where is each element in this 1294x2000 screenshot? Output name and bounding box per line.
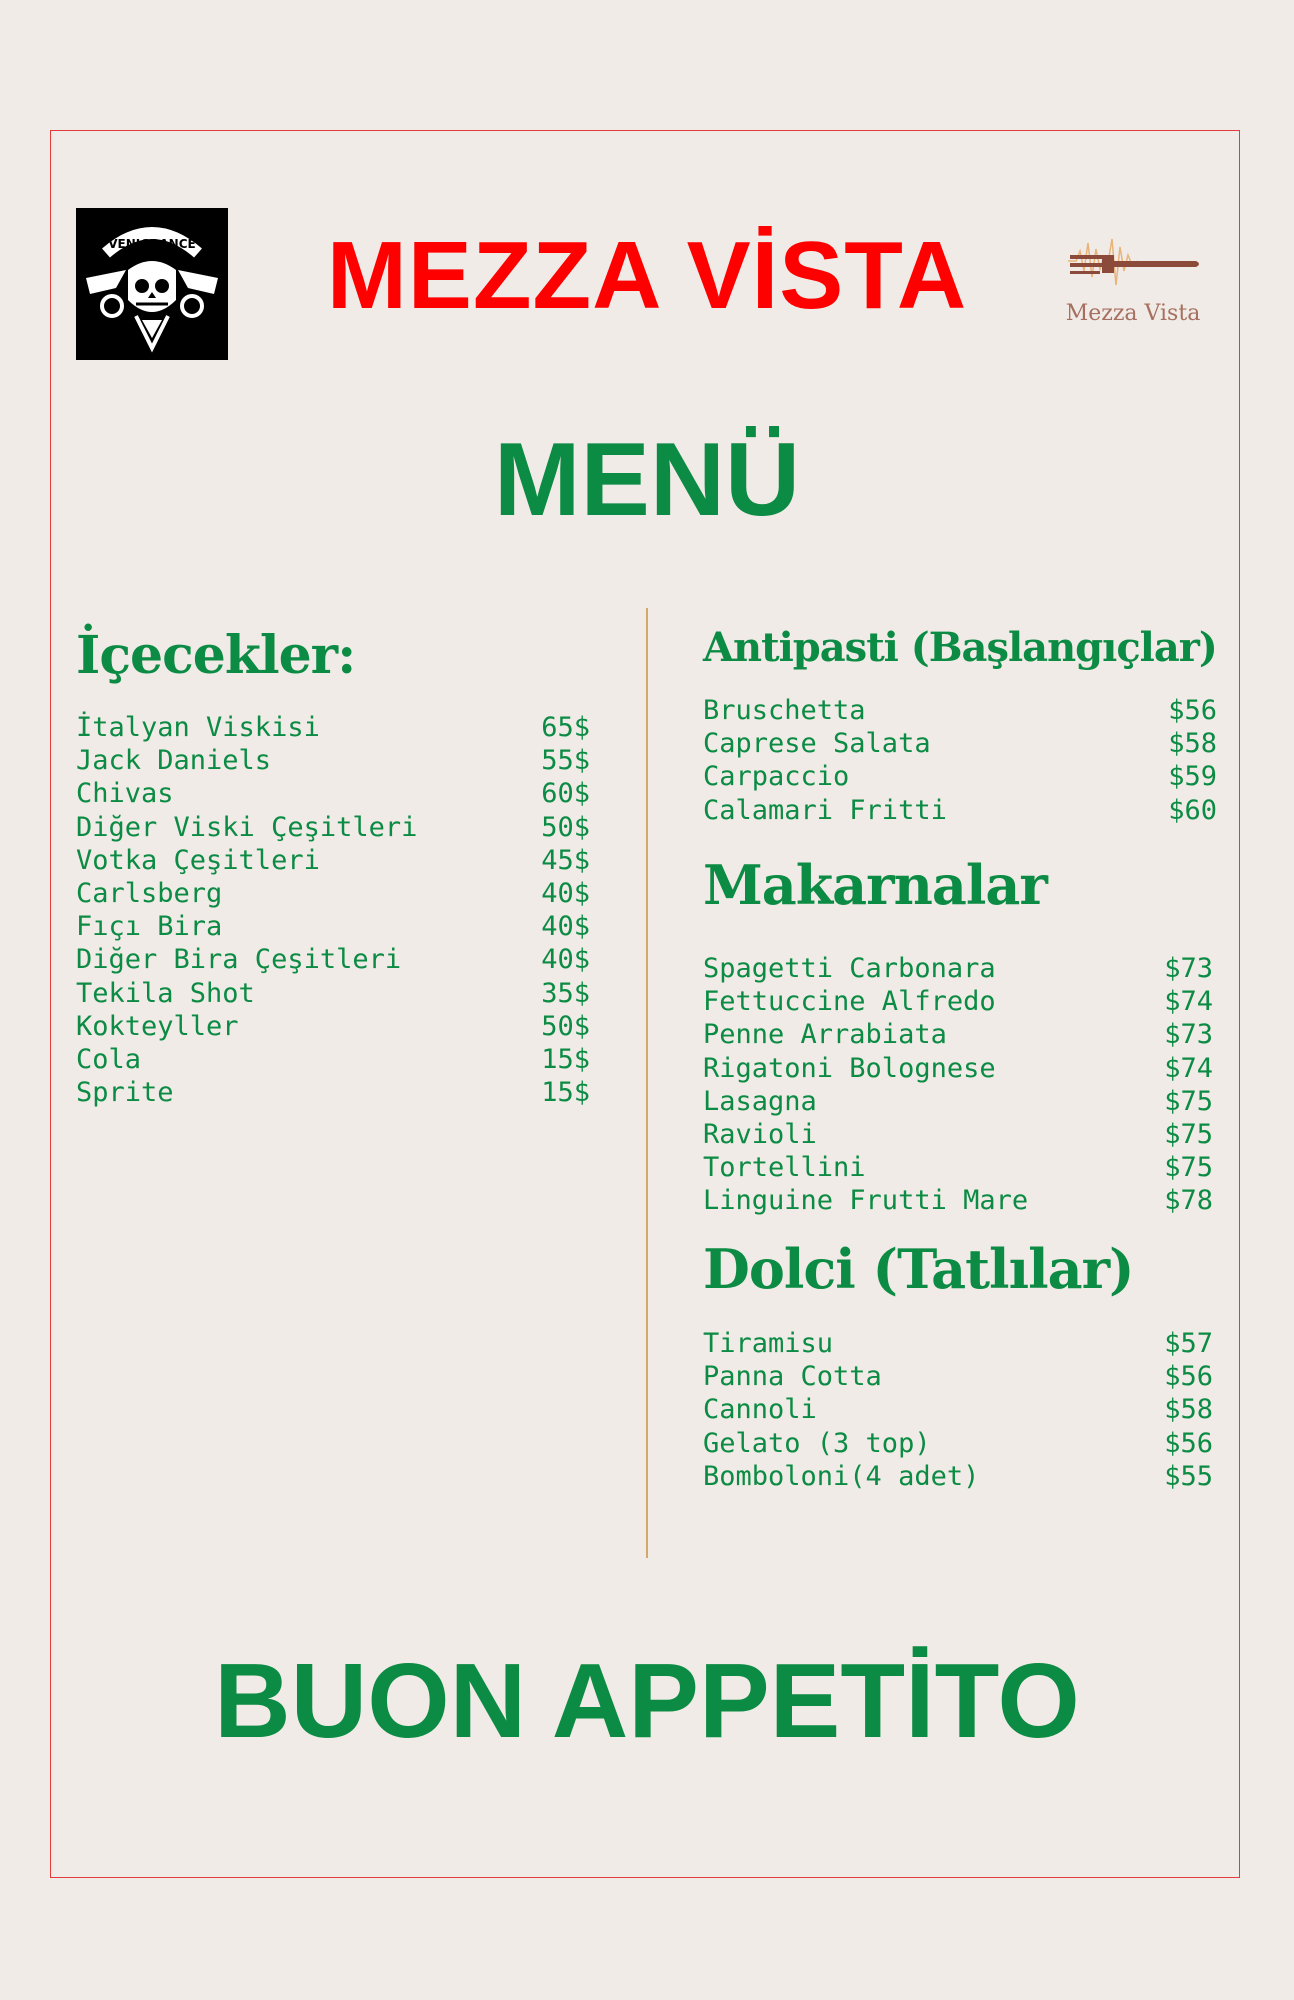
item-price: $55	[1164, 1460, 1213, 1492]
list-item	[76, 943, 590, 976]
list-item	[703, 1184, 1213, 1217]
list-item	[76, 910, 590, 943]
item-name: Calamari Fritti	[703, 794, 947, 826]
antipasti-list	[703, 694, 1217, 827]
item-price: 40$	[541, 944, 590, 976]
item-price: $59	[1168, 761, 1217, 793]
item-price: $60	[1168, 794, 1217, 826]
item-name: Bruschetta	[703, 695, 866, 726]
item-price: $78	[1164, 1185, 1213, 1217]
list-item	[703, 1052, 1213, 1085]
item-name: Caprese Salata	[703, 728, 931, 760]
item-name: Fettuccine Alfredo	[703, 986, 996, 1018]
item-price: 55$	[541, 745, 590, 777]
list-item	[703, 794, 1217, 827]
list-item	[703, 1460, 1213, 1493]
list-item	[703, 1393, 1213, 1426]
item-name: Penne Arrabiata	[703, 1019, 947, 1051]
item-name: Gelato (3 top)	[703, 1427, 931, 1459]
makarnalar-heading: Makarnalar	[703, 853, 1047, 917]
menu-title: MENÜ	[493, 422, 801, 538]
item-name: Cola	[76, 1043, 142, 1075]
list-item	[703, 1118, 1213, 1151]
item-price: $75	[1164, 1118, 1213, 1150]
item-name: Ravioli	[703, 1118, 817, 1150]
item-name: Spagetti Carbonara	[703, 953, 996, 984]
dolci-heading: Dolci (Tatlılar)	[703, 1237, 1134, 1301]
item-name: Carlsberg	[76, 877, 223, 909]
drinks-heading: İçecekler:	[76, 625, 356, 686]
item-price: 35$	[541, 977, 590, 1009]
item-name: Tekila Shot	[76, 977, 255, 1009]
list-item	[76, 1010, 590, 1043]
item-price: 40$	[541, 877, 590, 909]
item-name: Jack Daniels	[76, 745, 272, 777]
mezza-vista-logo-text: Mezza Vista	[1065, 301, 1201, 326]
drinks-list	[76, 711, 590, 1109]
makarnalar-list	[703, 952, 1213, 1218]
item-price: $58	[1164, 1394, 1213, 1426]
list-item	[76, 977, 590, 1010]
list-item	[76, 844, 590, 877]
item-name: Bomboloni(4 adet)	[703, 1460, 980, 1492]
item-price: 50$	[541, 811, 590, 843]
item-name: Tiramisu	[703, 1328, 834, 1359]
item-price: 40$	[541, 911, 590, 943]
item-price: 15$	[541, 1077, 590, 1109]
column-divider	[646, 608, 648, 1558]
item-name: Linguine Frutti Mare	[703, 1185, 1029, 1217]
list-item	[703, 1151, 1213, 1184]
list-item	[76, 711, 590, 744]
item-name: Diğer Bira Çeşitleri	[76, 944, 402, 976]
list-item	[703, 1327, 1213, 1360]
item-name: Chivas	[76, 778, 174, 810]
item-price: $75	[1164, 1085, 1213, 1117]
list-item	[703, 1360, 1213, 1393]
item-price: $56	[1168, 695, 1217, 726]
item-name: Cannoli	[703, 1394, 817, 1426]
list-item	[76, 777, 590, 810]
list-item	[703, 760, 1217, 793]
dolci-list	[703, 1327, 1213, 1493]
item-name: Lasagna	[703, 1085, 817, 1117]
item-name: Kokteyller	[76, 1010, 239, 1042]
item-price: $73	[1164, 953, 1213, 984]
item-price: $74	[1164, 1052, 1213, 1084]
venigaance-logo-text: VENIGAANCE	[108, 237, 196, 251]
item-name: Panna Cotta	[703, 1361, 882, 1393]
restaurant-title: MEZZA VİSTA	[326, 222, 968, 329]
item-price: $56	[1164, 1361, 1213, 1393]
item-name: Diğer Viski Çeşitleri	[76, 811, 418, 843]
item-name: Tortellini	[703, 1152, 866, 1184]
item-price: $74	[1164, 986, 1213, 1018]
item-price: $57	[1164, 1328, 1213, 1359]
item-price: $73	[1164, 1019, 1213, 1051]
item-price: 50$	[541, 1010, 590, 1042]
item-price: 60$	[541, 778, 590, 810]
list-item	[76, 1076, 590, 1109]
list-item	[76, 1043, 590, 1076]
item-price: $58	[1168, 728, 1217, 760]
list-item	[76, 811, 590, 844]
antipasti-heading: Antipasti (Başlangıçlar)	[703, 624, 1217, 671]
item-name: Carpaccio	[703, 761, 850, 793]
item-price: 45$	[541, 844, 590, 876]
list-item	[703, 727, 1217, 760]
item-name: Sprite	[76, 1077, 174, 1109]
list-item	[703, 694, 1217, 727]
item-name: Votka Çeşitleri	[76, 844, 320, 876]
list-item	[703, 985, 1213, 1018]
list-item	[703, 952, 1213, 985]
list-item	[703, 1427, 1213, 1460]
item-name: Fıçı Bira	[76, 911, 223, 943]
item-price: $75	[1164, 1152, 1213, 1184]
list-item	[703, 1018, 1213, 1051]
footer-greeting: BUON APPETİTO	[214, 1642, 1080, 1760]
item-price: 15$	[541, 1043, 590, 1075]
item-price: $56	[1164, 1427, 1213, 1459]
item-name: Rigatoni Bolognese	[703, 1052, 996, 1084]
list-item	[76, 877, 590, 910]
item-price: 65$	[541, 712, 590, 743]
list-item	[703, 1085, 1213, 1118]
list-item	[76, 744, 590, 777]
item-name: İtalyan Viskisi	[76, 712, 320, 743]
